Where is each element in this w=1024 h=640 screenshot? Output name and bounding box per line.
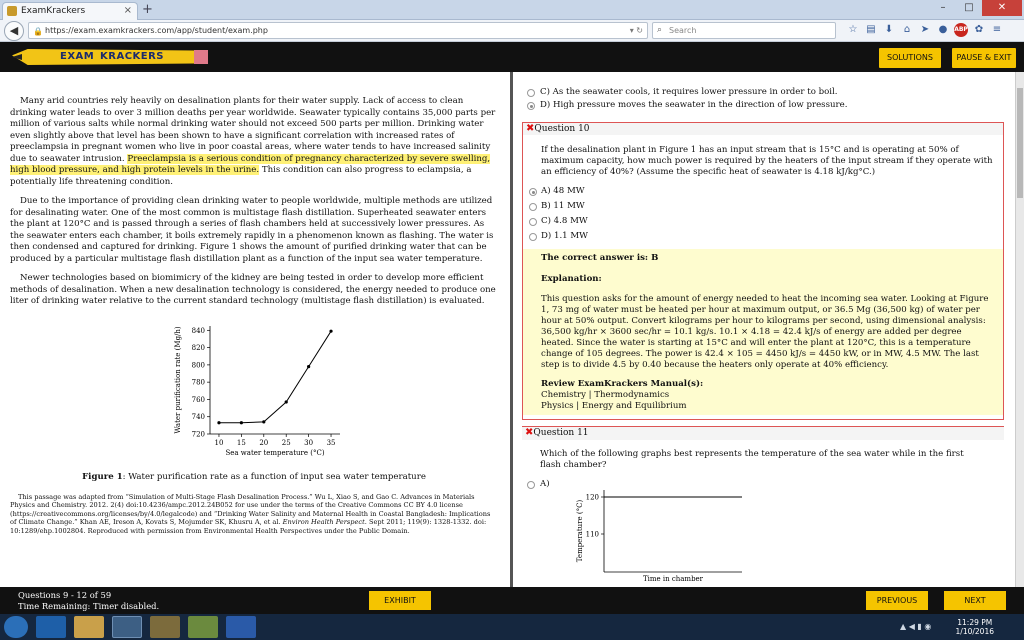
- mini-x-axis-label: Time in chamber: [642, 575, 704, 583]
- q10-option-b[interactable]: B) 11 MW: [523, 200, 1003, 213]
- windows-taskbar: [0, 614, 1024, 640]
- adblock-icon[interactable]: ABP: [954, 23, 968, 37]
- browser-toolbar: [846, 23, 1004, 37]
- next-button[interactable]: NEXT: [944, 591, 1006, 610]
- previous-button[interactable]: PREVIOUS: [866, 591, 928, 610]
- reload-icon[interactable]: ▾ ↻: [629, 26, 643, 35]
- scrollbar-thumb[interactable]: [1017, 88, 1023, 198]
- solutions-button[interactable]: SOLUTIONS: [879, 48, 941, 68]
- download-icon[interactable]: ⬇: [884, 24, 894, 35]
- data-point: [285, 400, 288, 403]
- y-tick-label: 720: [191, 430, 205, 438]
- mini-y-axis-label: Temperature (°C): [576, 499, 584, 563]
- q10-option-d[interactable]: D) 1.1 MW: [523, 230, 1003, 243]
- app-icon-2[interactable]: [188, 616, 218, 638]
- app-icon[interactable]: [150, 616, 180, 638]
- logo-text-exam: EXAM: [60, 51, 95, 62]
- x-tick-label: 30: [304, 438, 314, 447]
- passage-paragraph-3: Newer technologies based on biomimicry of the kidney are being tested in order to develop more efficient methods of desalination. When a new desalination technology is considered, the energy needed to produce one liter of drinking water relative to the current standard technology (multistage flash distillation) is evaluated.: [10, 273, 496, 306]
- question-10-title: Question 10: [534, 124, 590, 134]
- search-box[interactable]: [652, 22, 836, 39]
- explanation-text: This question asks for the amount of energy needed to heat the incoming sea water. Looking at Figure 1, 73 mg of water must be heated per hour at maximum output, or 36.5 Mg (36,500 kg) of water per hour at 50% output. Convert kilograms per hour to kilograms per second, using dimensional analysis: 36,500 kg/hr × 3600 sec/hr = 10.1 kg/s. 10.1 × 4.18 = 42.4 kJ/s of energy are added per degree heated. Since the water is starting at 15°C and will enter the plant at 120°C, this is a temperature change of 105 degrees. The power is 42.4 × 105 = 4450 kJ/s = 4450 kW, or in MW, 4.5 MW. The last step is to divide 4.5 by 0.40 because the heaters only operate at 40% efficiency.: [541, 294, 989, 370]
- back-arrow-icon: ◀: [9, 24, 19, 37]
- data-point: [217, 421, 220, 424]
- maximize-button[interactable]: □: [964, 2, 974, 13]
- x-tick-label: 20: [259, 438, 269, 447]
- browser-tab-bar: [0, 0, 1024, 20]
- y-tick-label: 740: [191, 412, 205, 421]
- browser-nav-bar: [0, 20, 1024, 42]
- data-point: [307, 365, 310, 368]
- search-icon: ⌕: [657, 25, 663, 35]
- lock-icon: 🔒: [33, 27, 43, 36]
- extension-icon[interactable]: ✿: [974, 24, 984, 35]
- app-header: [0, 42, 1024, 72]
- answer-option-d[interactable]: D) High pressure moves the seawater in the direction of low pressure.: [516, 99, 1006, 112]
- radio-button[interactable]: [529, 203, 537, 211]
- question-11-title: Question 11: [533, 428, 589, 438]
- windows-start-icon[interactable]: [4, 616, 28, 638]
- chat-icon[interactable]: ●: [938, 24, 948, 35]
- incorrect-x-icon: ✖: [526, 123, 535, 134]
- y-tick-label: 760: [191, 395, 205, 404]
- passage-paragraph-1: Many arid countries rely heavily on desalination plants for their water supply. Lack of access to clean drinking water leads to over 3 million deaths per year worldwide. Seawater typically contains 35,000 parts per million of various salts while normal drinking water should not exceed 500 parts per million. Drinking water even slightly above that level has been shown to have a significant correlation with increased rates of preeclampsia in pregnant women who live in poor coastal areas, where water tends to have increased salinity due to seawater intrusion. Preeclampsia is a serious condition of pregnancy characterized by severe swelling, high blood pressure, and high protein levels in the urine. This condition can also progress to eclampsia, a potentially life threatening condition.: [10, 96, 496, 187]
- q10-option-c[interactable]: C) 4.8 MW: [523, 215, 1003, 228]
- pause-exit-button[interactable]: PAUSE & EXIT: [952, 48, 1016, 68]
- q10-option-a[interactable]: A) 48 MW: [523, 185, 1003, 198]
- figure-1-chart: [10, 316, 500, 466]
- y-axis-label: Water purification rate (Mg/h): [174, 325, 182, 434]
- mini-y-tick-label: 120: [585, 493, 599, 502]
- passage-citation: This passage was adapted from “Simulation of Multi-Stage Flash Desalination Process.” Wu L, Xiao S, and Gao C. Advances in Materials Physics and Chemistry. 2012. 2(4) doi:10.4236/ampc.2012.24B052 for use under the terms of the Creative Commons CC BY 4.0 license (https://creativecommons.org/licenses/by/4.0/legalcode) and “Drinking Water Salinity and Maternal Health in Coastal Bangladesh: Implications of Climate Change.” Khan AE, Ireson A, Kovats S, Mojumder SK, Khusru A, et al. Environ Health Perspect. Sept 2011; 119(9): 1328-1332. doi: 10:1289/ehp.1002804. Reproduced with permission from Environmental Health Perspectives under the Public Domain.: [10, 493, 491, 535]
- data-point: [240, 421, 243, 424]
- question-10-options: [523, 182, 1003, 243]
- radio-button[interactable]: [527, 481, 535, 489]
- series-line: [219, 331, 331, 423]
- y-tick-label: 780: [191, 378, 205, 387]
- exhibit-button[interactable]: EXHIBIT: [369, 591, 431, 610]
- passage-pane: [0, 72, 510, 587]
- y-tick-label: 800: [191, 360, 205, 369]
- address-bar[interactable]: [28, 22, 648, 39]
- figure-caption: Figure 1: Water purification rate as a function of input sea water temperature: [82, 471, 426, 482]
- data-point: [329, 329, 332, 332]
- examkrackers-logo: [12, 46, 208, 68]
- system-tray-icons[interactable]: ▲ ◀ ▮ ◉: [900, 622, 932, 631]
- back-button[interactable]: [4, 21, 24, 41]
- bookmark-star-icon[interactable]: ☆: [848, 24, 858, 35]
- q11-option-a-graph: [562, 478, 762, 584]
- menu-icon[interactable]: ≡: [992, 24, 1002, 35]
- question-11-header: [522, 426, 1004, 440]
- x-tick-label: 25: [281, 438, 291, 447]
- question-10-stem: If the desalination plant in Figure 1 has an input stream that is 15°C and is operating at 50% of maximum capacity, how much power is required by the heaters of the input stream if they operate with an efficiency of 40%? (Assume the specific heat of seawater is 4.18 kJ/kg°C.): [541, 145, 993, 177]
- taskbar-clock[interactable]: [956, 618, 994, 636]
- question-10-header: [523, 123, 1003, 135]
- clock-time: 11:29 PM: [957, 618, 993, 627]
- review-link-1[interactable]: Chemistry | Thermodynamics: [541, 390, 670, 400]
- home-icon[interactable]: ⌂: [903, 24, 911, 35]
- reading-list-icon[interactable]: ▤: [866, 24, 876, 35]
- question-counter: Questions 9 - 12 of 59: [18, 590, 112, 600]
- prev-question-options: [516, 86, 1006, 112]
- radio-button[interactable]: [529, 233, 537, 241]
- radio-button-selected[interactable]: [527, 102, 535, 110]
- mini-y-tick-label: 110: [585, 530, 599, 539]
- favicon-icon: [7, 6, 17, 16]
- x-axis-label: Sea water temperature (°C): [225, 448, 325, 457]
- timer-status: Time Remaining: Timer disabled.: [18, 601, 160, 611]
- search-placeholder: Search: [669, 26, 697, 35]
- answer-option-c[interactable]: C) As the seawater cools, it requires lower pressure in order to boil.: [516, 86, 1006, 99]
- questions-pane: [516, 72, 1014, 587]
- eraser-icon: [194, 50, 208, 64]
- window-controls: [930, 0, 1022, 16]
- logo-text-krackers: KRACKERS: [100, 51, 165, 62]
- new-tab-button[interactable]: +: [142, 2, 153, 17]
- tab-title: ExamKrackers: [21, 6, 86, 16]
- clock-date: 1/10/2016: [955, 627, 994, 636]
- exam-footer: [0, 587, 1024, 614]
- x-tick-label: 10: [214, 438, 224, 447]
- data-point: [262, 420, 265, 423]
- explanation-heading: Explanation:: [541, 274, 602, 284]
- close-window-button[interactable]: ✕: [982, 0, 1022, 16]
- passage-paragraph-2: Due to the importance of providing clean drinking water to people worldwide, multiple methods are utilized for desalinating water. One of the most common is multistage flash distillation. Superheated seawater enters the plant at 120°C and is passed through a series of flash chambers held at successively lower pressures. As the seawater enters each chamber, it boils extremely rapidly in a phenomenon known as flashing. The water is then condensed and captured for drinking. Figure 1 shows the amount of purified drinking water that can be produced by a particular multistage flash distillation plant as a function of the input sea water temperature.: [10, 196, 494, 264]
- radio-button[interactable]: [529, 218, 537, 226]
- x-tick-label: 35: [326, 438, 336, 447]
- browser-tab[interactable]: [2, 2, 138, 20]
- tab-close-icon[interactable]: ×: [123, 5, 132, 16]
- question-11-stem: Which of the following graphs best represents the temperature of the sea water while in the first flash chamber?: [540, 449, 964, 470]
- internet-explorer-icon[interactable]: [36, 616, 66, 638]
- review-link-2[interactable]: Physics | Energy and Equilibrium: [541, 401, 687, 411]
- question-10-box: [522, 122, 1004, 420]
- y-tick-label: 820: [191, 343, 205, 352]
- radio-button-selected[interactable]: [529, 188, 537, 196]
- highlighted-text[interactable]: Preeclampsia is a serious condition of pregnancy characterized by severe swelling, high blood pressure, and high protein levels in the urine.: [10, 153, 491, 175]
- x-tick-label: 15: [236, 438, 246, 447]
- radio-button[interactable]: [527, 89, 535, 97]
- file-explorer-icon[interactable]: [74, 616, 104, 638]
- review-heading: Review ExamKrackers Manual(s):: [541, 379, 704, 389]
- incorrect-x-icon: ✖: [525, 427, 534, 438]
- url-text: https://exam.examkrackers.com/app/student/exam.php: [45, 26, 268, 35]
- explanation-panel: [523, 249, 1003, 415]
- correct-answer: The correct answer is: B: [541, 253, 659, 263]
- pane-divider[interactable]: [510, 72, 513, 587]
- firefox-icon[interactable]: [112, 616, 142, 638]
- y-tick-label: 840: [191, 326, 205, 335]
- q11-option-a[interactable]: A): [516, 478, 576, 491]
- questions-scrollbar[interactable]: [1015, 72, 1024, 587]
- figure-label: Figure 1: [82, 471, 123, 482]
- word-icon[interactable]: [226, 616, 256, 638]
- minimize-button[interactable]: –: [940, 2, 946, 13]
- send-icon[interactable]: ➤: [920, 24, 930, 35]
